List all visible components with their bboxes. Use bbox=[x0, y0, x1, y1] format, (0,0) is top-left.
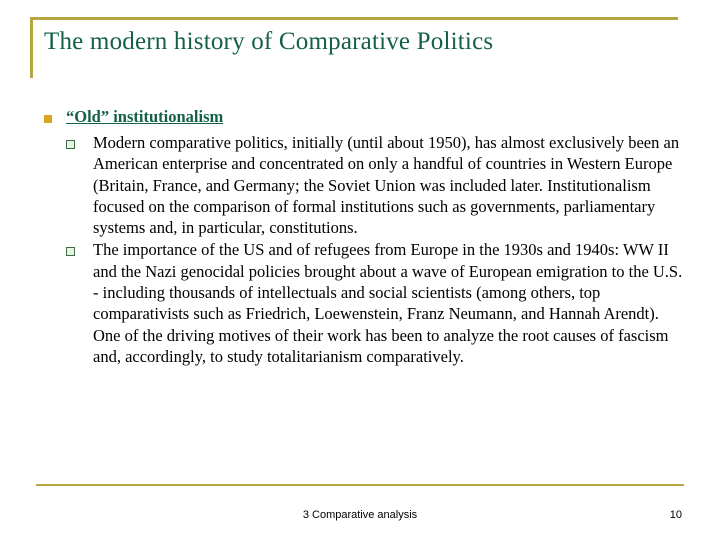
title-top-rule bbox=[30, 17, 678, 20]
list-item-level2-label: Modern comparative politics, initially (until about 1950), has almost exclusively been an American enterprise and concentrated on only a handful of countries in Western Europe (Britain, France, and Germany; the Soviet Union was included later. Institutionalism focused on the comparison of formal institutions such as governments, parliamentary systems and, in particular, constitutions. bbox=[93, 133, 680, 238]
filled-square-bullet-icon bbox=[44, 115, 52, 123]
slide-body bbox=[36, 106, 686, 368]
list-item-level1-label: “Old” institutionalism bbox=[66, 107, 224, 126]
footer-rule bbox=[36, 484, 684, 486]
hollow-square-bullet-icon bbox=[66, 140, 75, 149]
sublist-level2 bbox=[36, 132, 686, 367]
title-left-rule bbox=[30, 17, 33, 78]
footer-center-text: 3 Comparative analysis bbox=[302, 509, 418, 521]
hollow-square-bullet-icon bbox=[66, 247, 75, 256]
list-item-level2 bbox=[36, 132, 686, 238]
footer-page-number: 10 bbox=[669, 509, 682, 521]
page-title: The modern history of Comparative Politics bbox=[44, 28, 494, 55]
list-item-level2-label: The importance of the US and of refugees from Europe in the 1930s and 1940s: WW II and the Nazi genocidal policies brought about a wave of European emigration to the U.S. - including thousands of intellectuals and social scientists (among others, top comparativists such as Friedrich, Loewenstein, Franz Neumann, and Hannah Arendt). One of the driving motives of their work has been to analyze the root causes of fascism and, accordingly, to study totalitarianism comparatively. bbox=[93, 240, 683, 366]
list-item-level2 bbox=[36, 239, 686, 367]
list-item-level1 bbox=[36, 106, 686, 128]
